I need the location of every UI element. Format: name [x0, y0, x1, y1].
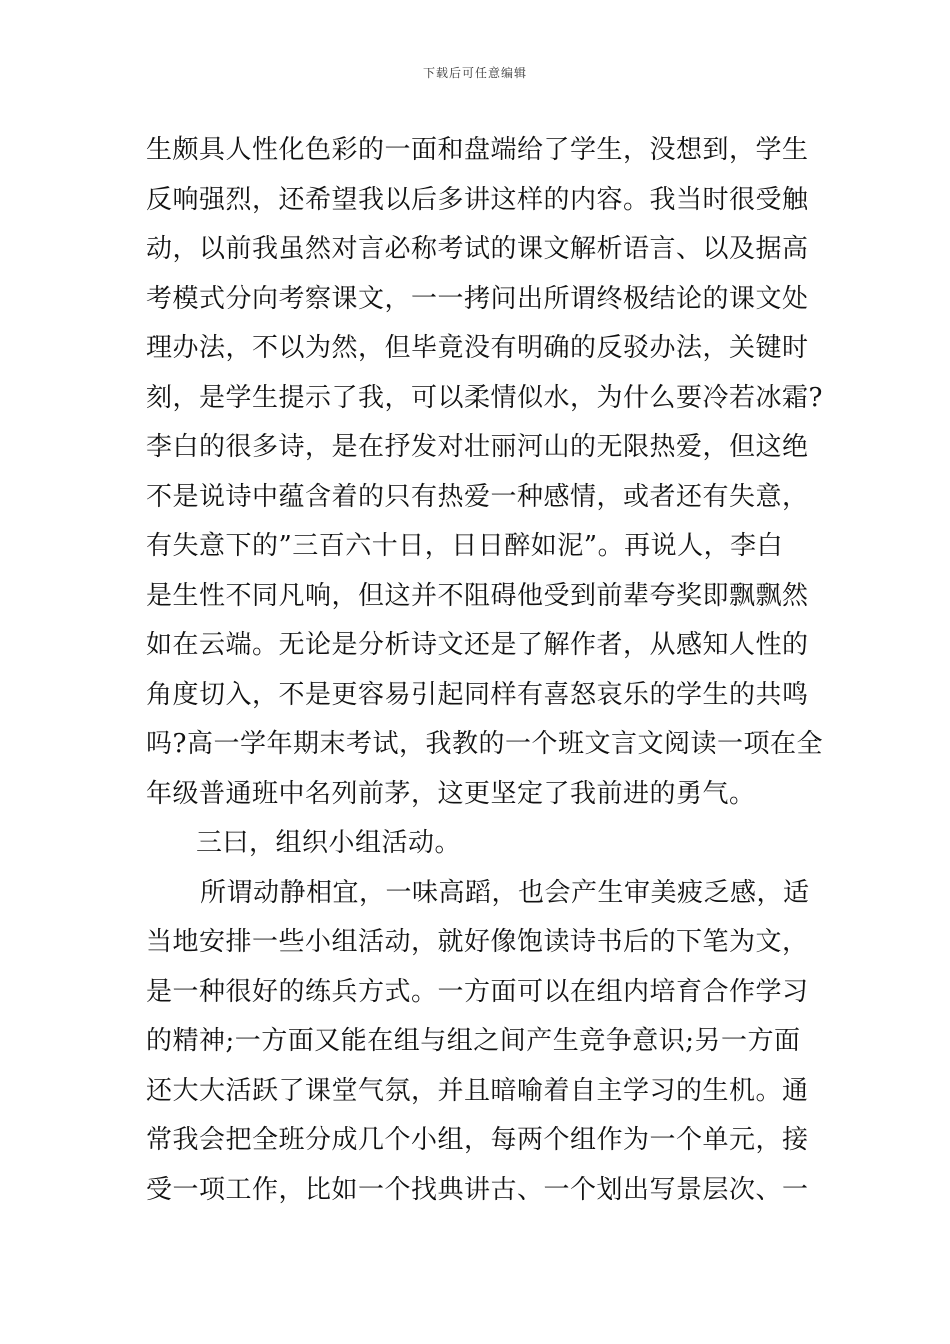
text-line: 还大大活跃了课堂气氛，并且暗喻着自主学习的生机。通	[146, 1075, 809, 1106]
section-heading: 三曰，组织小组活动。	[196, 828, 462, 858]
text-line: 受一项工作，比如一个找典讲古、一个划出写景层次、一	[146, 1174, 809, 1205]
document-body	[146, 126, 823, 1215]
text-line: 常我会把全班分成几个小组，每两个组作为一个单元，接	[146, 1125, 809, 1155]
page-header: 下载后可任意编辑	[422, 66, 527, 80]
text-line: 有失意下的”三百六十日，日日醉如泥”。再说人，李白	[146, 531, 784, 561]
text-line: 动，以前我虽然对言必称考试的课文解析语言、以及据高	[146, 234, 809, 264]
text-line: 考模式分向考察课文，一一拷问出所谓终极结论的课文处	[146, 283, 809, 314]
text-line: 是生性不同凡响，但这并不阻碍他受到前辈夸奖即飘飘然	[146, 580, 809, 611]
text-line: 是一种很好的练兵方式。一方面可以在组内培育合作学习	[146, 976, 809, 1007]
text-line: 吗?高一学年期末考试，我教的一个班文言文阅读一项在全	[146, 729, 823, 759]
text-line: 反响强烈，还希望我以后多讲这样的内容。我当时很受触	[146, 184, 809, 215]
text-line: 的精神;一方面又能在组与组之间产生竞争意识;另一方面	[146, 1026, 801, 1056]
text-line: 年级普通班中名列前茅，这更坚定了我前进的勇气。	[146, 778, 756, 809]
text-line: 李白的很多诗，是在抒发对壮丽河山的无限热爱，但这绝	[146, 432, 809, 462]
text-line: 不是说诗中蕴含着的只有热爱一种感情，或者还有失意，	[146, 481, 809, 512]
text-line: 当地安排一些小组活动，就好像饱读诗书后的下笔为文，	[146, 927, 809, 957]
text-line: 刻，是学生提示了我，可以柔情似水，为什么要冷若冰霜?	[146, 382, 823, 413]
text-line: 理办法，不以为然，但毕竟没有明确的反驳办法，关键时	[146, 333, 809, 363]
text-line: 如在云端。无论是分析诗文还是了解作者，从感知人性的	[146, 630, 809, 660]
text-line: 生颇具人性化色彩的一面和盘端给了学生，没想到，学生	[146, 135, 809, 165]
text-line: 角度切入，不是更容易引起同样有喜怒哀乐的学生的共鸣	[146, 679, 809, 710]
paragraph-first-line: 所谓动静相宜，一味高蹈，也会产生审美疲乏感，适	[200, 877, 810, 908]
